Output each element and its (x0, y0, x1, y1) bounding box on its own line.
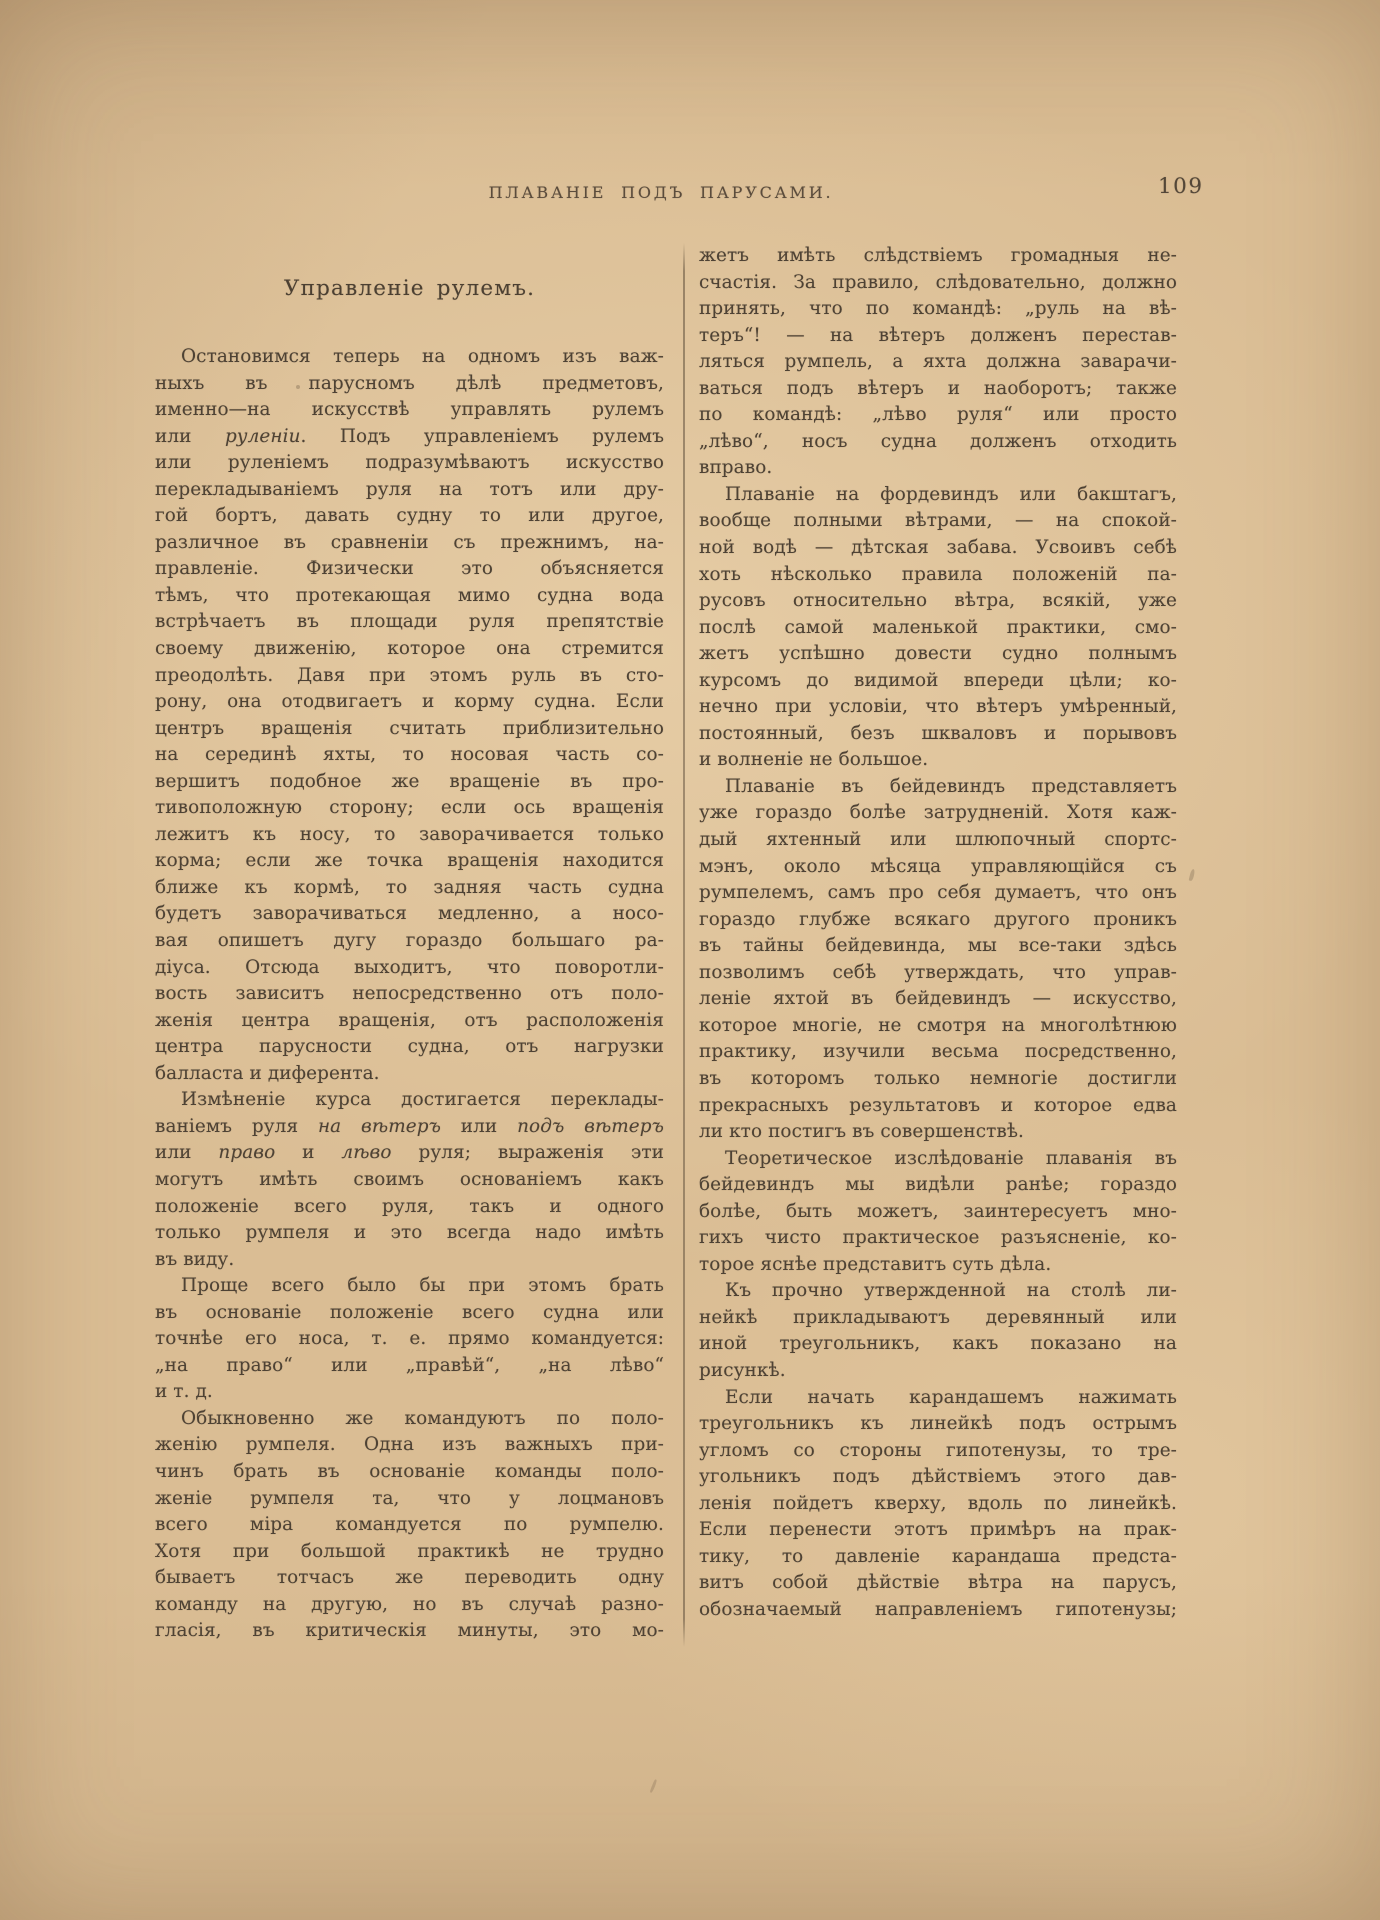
paragraph (699, 482, 1177, 774)
text-line: мэнъ, около мѣсяца управляющійся съ (699, 855, 1177, 877)
paragraph (155, 344, 664, 1087)
text-line: бываетъ тотчасъ же переводить одну (155, 1567, 664, 1589)
text-line: и волненіе не большое. (699, 749, 929, 771)
text-line: только румпеля и это всегда надо имѣть (155, 1222, 664, 1244)
text-line: ляться румпель, а яхта должна заварачи- (699, 351, 1177, 373)
paragraph (699, 1385, 1177, 1624)
column-divider-rule (683, 243, 685, 1647)
text-line: женія центра вращенія, отъ расположенія (155, 1009, 664, 1031)
text-line: позволимъ себѣ утверждать, что управ- (699, 961, 1177, 983)
text-line: женію румпеля. Одна изъ важныхъ при- (155, 1434, 664, 1456)
text-line: по командѣ: „лѣво руля“ или просто (699, 404, 1177, 426)
text-line: и т. д. (155, 1381, 213, 1403)
text-line: въ основаніе положеніе всего судна или (155, 1301, 664, 1323)
text-line: діуса. Отсюда выходитъ, что поворотли- (155, 956, 664, 978)
text-line: ближе къ кормѣ, то задняя часть судна (155, 876, 664, 898)
paragraph (699, 774, 1177, 1146)
text-line: ной водѣ — дѣтская забава. Усвоивъ себѣ (699, 537, 1177, 559)
text-line: рону, она отодвигаетъ и корму судна. Если (155, 691, 664, 713)
text-line: чинъ брать въ основаніе команды поло- (155, 1460, 664, 1482)
text-line: въ тайны бейдевинда, мы все-таки здѣсь (699, 935, 1177, 957)
text-line: Плаваніе въ бейдевиндъ представляетъ (725, 775, 1177, 797)
text-line: угломъ со стороны гипотенузы, то тре- (699, 1439, 1177, 1461)
text-line: леніе яхтой въ бейдевиндъ — искусство, (699, 988, 1177, 1010)
text-line: Плаваніе на фордевиндъ или бакштагъ, (725, 483, 1177, 505)
text-line: торое яснѣе представитъ суть дѣла. (699, 1253, 1052, 1275)
text-line: или руленіемъ подразумѣваютъ искусство (155, 452, 664, 474)
scan-artifact-stroke (649, 1779, 657, 1793)
text-line: вообще полными вѣтрами, — на спокой- (699, 510, 1177, 532)
running-header: ПЛАВАНІЕ ПОДЪ ПАРУСАМИ. (488, 183, 834, 202)
text-line: или право и лѣво руля; выраженія эти (155, 1142, 665, 1164)
text-line: Хотя при большой практикѣ не трудно (155, 1540, 664, 1562)
text-line: корма; если же точка вращенія находится (155, 850, 664, 872)
text-line: курсомъ до видимой впереди цѣли; ко- (699, 669, 1177, 691)
text-line: вая опишетъ дугу гораздо большаго ра- (155, 930, 664, 952)
text-line: лежитъ къ носу, то заворачивается только (155, 823, 664, 845)
text-line: треугольникъ къ линейкѣ подъ острымъ (699, 1413, 1177, 1435)
text-line: практику, изучили весьма посредственно, (699, 1041, 1177, 1063)
text-line: постоянный, безъ шкваловъ и порывовъ (699, 722, 1177, 744)
text-line: вправо. (699, 457, 773, 479)
paragraph (155, 1087, 664, 1273)
text-line: жетъ успѣшно довести судно полнымъ (699, 643, 1177, 665)
text-line: перекладываніемъ руля на тотъ или дру- (155, 478, 664, 500)
text-line: тивоположную сторону; если ось вращенія (155, 797, 664, 819)
text-line: Если перенести этотъ примѣръ на прак- (699, 1519, 1177, 1541)
paragraph (155, 1406, 664, 1645)
text-line: именно—на искусствѣ управлять рулемъ (155, 399, 664, 421)
text-line: встрѣчаетъ въ площади руля препятствіе (155, 611, 664, 633)
paragraph (699, 1278, 1177, 1384)
text-line: всего міра командуется по румпелю. (155, 1514, 664, 1536)
text-line: тику, то давленіе карандаша предста- (699, 1545, 1177, 1567)
text-line: вершитъ подобное же вращеніе въ про- (155, 770, 664, 792)
text-line: въ виду. (155, 1248, 235, 1270)
text-line: рисункѣ. (699, 1359, 786, 1381)
text-line: болѣе, быть можетъ, заинтересуетъ мно- (699, 1200, 1177, 1222)
text-line: Къ прочно утвержденной на столѣ ли- (725, 1280, 1177, 1302)
text-line: ли кто постигъ въ совершенствѣ. (699, 1121, 1024, 1143)
paragraph (155, 1273, 664, 1406)
page-number: 109 (1158, 174, 1204, 199)
text-line: румпелемъ, самъ про себя думаетъ, что онъ (699, 882, 1177, 904)
text-line: правленіе. Физически это объясняется (155, 558, 664, 580)
text-line: „на право“ или „правѣй“, „на лѣво“ (155, 1354, 664, 1376)
text-line: тѣмъ, что протекающая мимо судна вода (155, 584, 664, 606)
right-column-text (699, 243, 1177, 1623)
text-line: различное въ сравненіи съ прежнимъ, на- (155, 531, 664, 553)
paragraph (699, 243, 1177, 482)
text-line: гихъ чисто практическое разъясненіе, ко- (699, 1227, 1177, 1249)
text-line: ленія пойдетъ кверху, вдоль по линейкѣ. (699, 1492, 1177, 1514)
section-heading: Управленіе рулемъ. (283, 276, 536, 301)
text-line: счастія. За правило, слѣдовательно, должно (699, 271, 1177, 293)
text-line: нейкѣ прикладываютъ деревянный или (699, 1306, 1177, 1328)
text-line: преодолѣть. Давя при этомъ руль въ сто- (155, 664, 664, 686)
scan-artifact-dot (296, 385, 300, 389)
text-line: ваніемъ руля на вѣтеръ или подъ вѣтеръ (155, 1115, 665, 1137)
right-column (699, 243, 1177, 1623)
text-line: Обыкновенно же командуютъ по поло- (181, 1407, 664, 1429)
text-line: вость зависитъ непосредственно отъ поло- (155, 983, 664, 1005)
text-line: Проще всего было бы при этомъ брать (181, 1275, 664, 1297)
text-line: уже гораздо болѣе затрудненій. Хотя каж- (699, 802, 1177, 824)
text-line: команду на другую, но въ случаѣ разно- (155, 1593, 664, 1615)
text-line: будетъ заворачиваться медленно, а носо- (155, 903, 664, 925)
text-line: бейдевиндъ мы видѣли ранѣе; гораздо (699, 1174, 1177, 1196)
text-line: женіе румпеля та, что у лоцмановъ (155, 1487, 664, 1509)
text-line: „лѣво“, носъ судна долженъ отходить (699, 430, 1177, 452)
text-line: которое многіе, не смотря на многолѣтнюю (699, 1014, 1177, 1036)
text-line: прекрасныхъ результатовъ и которое едва (699, 1094, 1177, 1116)
text-line: на серединѣ яхты, то носовая часть со- (155, 744, 664, 766)
text-line: русовъ относительно вѣтра, всякій, уже (699, 590, 1177, 612)
text-line: центръ вращенія считать приблизительно (155, 717, 664, 739)
text-line: Теоретическое изслѣдованіе плаванія въ (725, 1147, 1177, 1169)
text-line: центра парусности судна, отъ нагрузки (155, 1036, 664, 1058)
text-line: угольникъ подъ дѣйствіемъ этого дав- (699, 1466, 1177, 1488)
left-column-text (155, 344, 664, 1645)
text-line: своему движенію, которое она стремится (155, 638, 664, 660)
text-line: дый яхтенный или шлюпочный спортс- (699, 829, 1177, 851)
text-line: нечно при условіи, что вѣтеръ умѣренный, (699, 696, 1177, 718)
text-line: принять, что по командѣ: „руль на вѣ- (699, 298, 1177, 320)
text-line: Измѣненіе курса достигается переклады- (181, 1089, 664, 1111)
text-line: гласія, въ критическія минуты, это мо- (155, 1620, 664, 1642)
text-line: ныхъ въ парусномъ дѣлѣ предметовъ, (155, 372, 664, 394)
text-line: послѣ самой маленькой практики, смо- (699, 616, 1177, 638)
text-line: жетъ имѣть слѣдствіемъ громадныя не- (699, 245, 1177, 266)
text-line: обозначаемый направленіемъ гипотенузы; (699, 1598, 1177, 1620)
text-line: гой бортъ, давать судну то или другое, (155, 505, 664, 527)
text-line: въ которомъ только немногіе достигли (699, 1067, 1177, 1089)
paragraph (699, 1146, 1177, 1279)
text-columns (155, 243, 1177, 1647)
text-line: витъ собой дѣйствіе вѣтра на парусъ, (699, 1572, 1177, 1594)
scan-artifact-tick (1189, 869, 1196, 882)
text-line: Если начать карандашемъ нажимать (725, 1386, 1177, 1408)
text-line: ваться подъ вѣтеръ и наоборотъ; также (699, 377, 1177, 399)
text-line: иной треугольникъ, какъ показано на (699, 1333, 1177, 1355)
text-line: теръ“! — на вѣтеръ долженъ перестав- (699, 324, 1177, 346)
text-line: хоть нѣсколько правила положеній па- (699, 563, 1177, 585)
text-line: гораздо глубже всякаго другого проникъ (699, 908, 1177, 930)
text-line: положеніе всего руля, такъ и одного (155, 1195, 664, 1217)
text-line: балласта и диферента. (155, 1062, 380, 1084)
text-line: могутъ имѣть своимъ основаніемъ какъ (155, 1168, 664, 1190)
text-line: Остановимся теперь на одномъ изъ важ- (181, 346, 664, 367)
left-column (155, 243, 664, 1645)
text-line: или руленіи. Подъ управленіемъ рулемъ (155, 425, 665, 447)
text-line: точнѣе его носа, т. е. прямо командуется: (155, 1328, 664, 1350)
